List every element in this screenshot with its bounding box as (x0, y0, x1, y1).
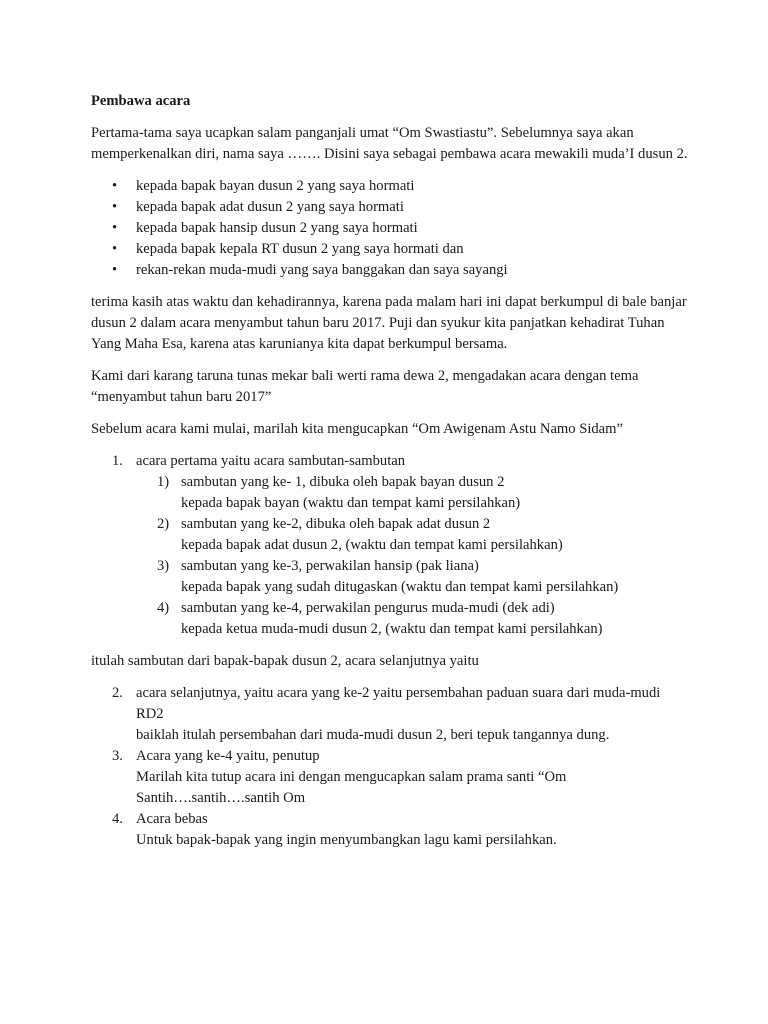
agenda-text: acara pertama yaitu acara sambutan-sambutan (136, 453, 406, 469)
speech-number: 4) (157, 600, 170, 616)
agenda-number: 4. (112, 811, 123, 827)
agenda-item: 3. Acara yang ke-4 yaitu, penutup Marilah kita tutup acara ini dengan mengucapkan salam prama santi “Om Santih….santih….santih Om (112, 748, 567, 806)
list-item: • kepada bapak adat dusun 2 yang saya hormati (91, 197, 691, 218)
theme-paragraph: Kami dari karang taruna tunas mekar bali werti rama dewa 2, mengadakan acara dengan tema “menyambut tahun baru 2017” (91, 368, 639, 405)
bullet-icon: • (112, 199, 118, 215)
thanks-paragraph: terima kasih atas waktu dan kehadirannya, karena pada malam hari ini dapat berkumpul di bale banjar dusun 2 dalam acara menyambut tahun baru 2017. Puji dan syukur kita panjatkan kehadirat Tuhan Yang Maha Esa, karena atas karunianya kita dapat berkumpul bersama. (91, 294, 687, 352)
greeting-list (91, 176, 691, 281)
document-body (91, 91, 691, 851)
speech-item: 1) sambutan yang ke- 1, dibuka oleh bapak bayan dusun 2 kepada bapak bayan (waktu dan tempat kami persilahkan) (157, 474, 521, 511)
agenda-list-rest (91, 683, 691, 851)
agenda-number: 2. (112, 685, 123, 701)
prayer-paragraph: Sebelum acara kami mulai, marilah kita mengucapkan “Om Awigenam Astu Namo Sidam” (91, 421, 623, 437)
after-speeches-paragraph: itulah sambutan dari bapak-bapak dusun 2, acara selanjutnya yaitu (91, 653, 479, 669)
document-title: Pembawa acara (91, 93, 191, 109)
list-item: • kepada bapak bayan dusun 2 yang saya hormati (91, 176, 691, 197)
bullet-icon: • (112, 262, 118, 278)
agenda-list-first (91, 451, 691, 472)
bullet-icon: • (112, 178, 118, 194)
intro-paragraph: Pertama-tama saya ucapkan salam panganjali umat “Om Swastiastu”. Sebelumnya saya akan memperkenalkan diri, nama saya ……. Disini saya sebagai pembawa acara mewakili muda’I dusun 2. (91, 125, 688, 162)
speech-item: 2) sambutan yang ke-2, dibuka oleh bapak adat dusun 2 kepada bapak adat dusun 2, (waktu dan tempat kami persilahkan) (157, 516, 563, 553)
speech-number: 3) (157, 558, 170, 574)
speech-number: 1) (157, 474, 170, 490)
list-item: • rekan-rekan muda-mudi yang saya banggakan dan saya sayangi (91, 260, 691, 281)
list-item: • kepada bapak kepala RT dusun 2 yang saya hormati dan (91, 239, 691, 260)
agenda-number: 1. (112, 453, 123, 469)
speech-item: 4) sambutan yang ke-4, perwakilan pengurus muda-mudi (dek adi) kepada ketua muda-mudi dusun 2, (waktu dan tempat kami persilahkan) (157, 600, 603, 637)
speech-number: 2) (157, 516, 170, 532)
list-item: • kepada bapak hansip dusun 2 yang saya hormati (91, 218, 691, 239)
speech-list (91, 472, 691, 640)
bullet-icon: • (112, 220, 118, 236)
agenda-item: 4. Acara bebas Untuk bapak-bapak yang ingin menyumbangkan lagu kami persilahkan. (112, 811, 557, 848)
speech-item: 3) sambutan yang ke-3, perwakilan hansip (pak liana) kepada bapak yang sudah ditugaskan (waktu dan tempat kami persilahkan) (157, 558, 619, 595)
agenda-item (91, 451, 691, 472)
agenda-item: 2. acara selanjutnya, yaitu acara yang ke-2 yaitu persembahan paduan suara dari muda-mudi RD2 baiklah itulah persembahan dari muda-mudi dusun 2, beri tepuk tangannya dung. (112, 685, 661, 743)
bullet-icon: • (112, 241, 118, 257)
agenda-number: 3. (112, 748, 123, 764)
